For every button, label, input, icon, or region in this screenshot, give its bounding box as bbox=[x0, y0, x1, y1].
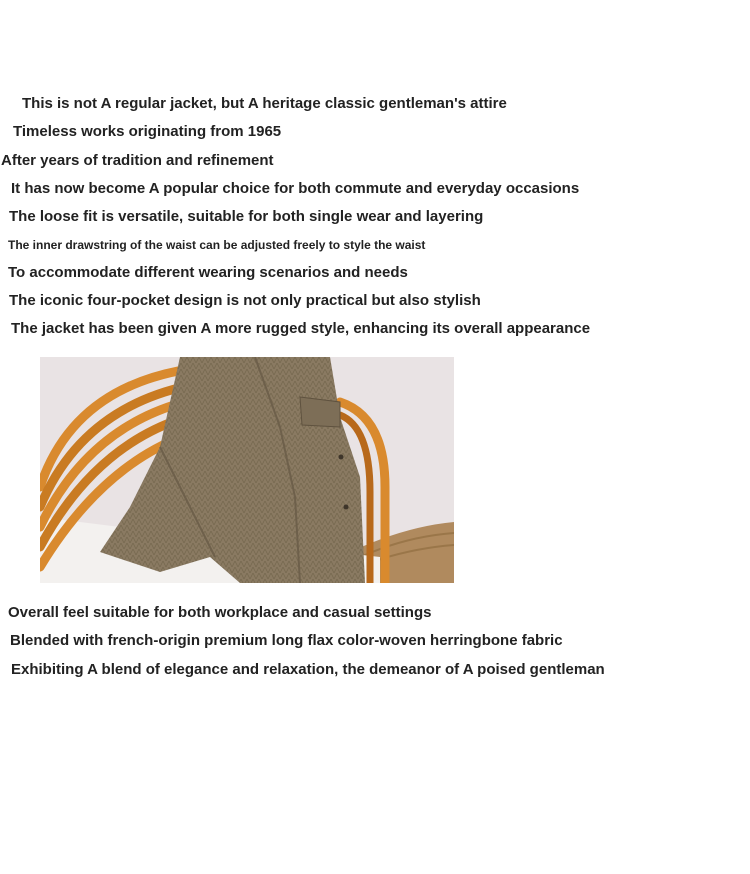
closing-line: Overall feel suitable for both workplace and casual settings bbox=[8, 604, 432, 621]
intro-line: The loose fit is versatile, suitable for both single wear and layering bbox=[9, 208, 484, 225]
intro-line: The jacket has been given A more rugged style, enhancing its overall appearance bbox=[11, 320, 591, 337]
product-photo bbox=[40, 357, 454, 583]
intro-line: After years of tradition and refinement bbox=[1, 152, 274, 169]
intro-line: The inner drawstring of the waist can be adjusted freely to style the waist bbox=[8, 238, 426, 252]
intro-line: This is not A regular jacket, but A heritage classic gentleman's attire bbox=[22, 95, 507, 112]
intro-line: It has now become A popular choice for both commute and everyday occasions bbox=[11, 180, 580, 197]
closing-line: Exhibiting A blend of elegance and relaxation, the demeanor of A poised gentleman bbox=[11, 661, 605, 678]
intro-line: To accommodate different wearing scenarios and needs bbox=[8, 264, 408, 281]
closing-line: Blended with french-origin premium long flax color-woven herringbone fabric bbox=[10, 632, 563, 649]
jacket-on-chair-illustration bbox=[40, 357, 454, 583]
intro-line: The iconic four-pocket design is not only practical but also stylish bbox=[9, 292, 481, 309]
intro-line: Timeless works originating from 1965 bbox=[13, 123, 282, 140]
